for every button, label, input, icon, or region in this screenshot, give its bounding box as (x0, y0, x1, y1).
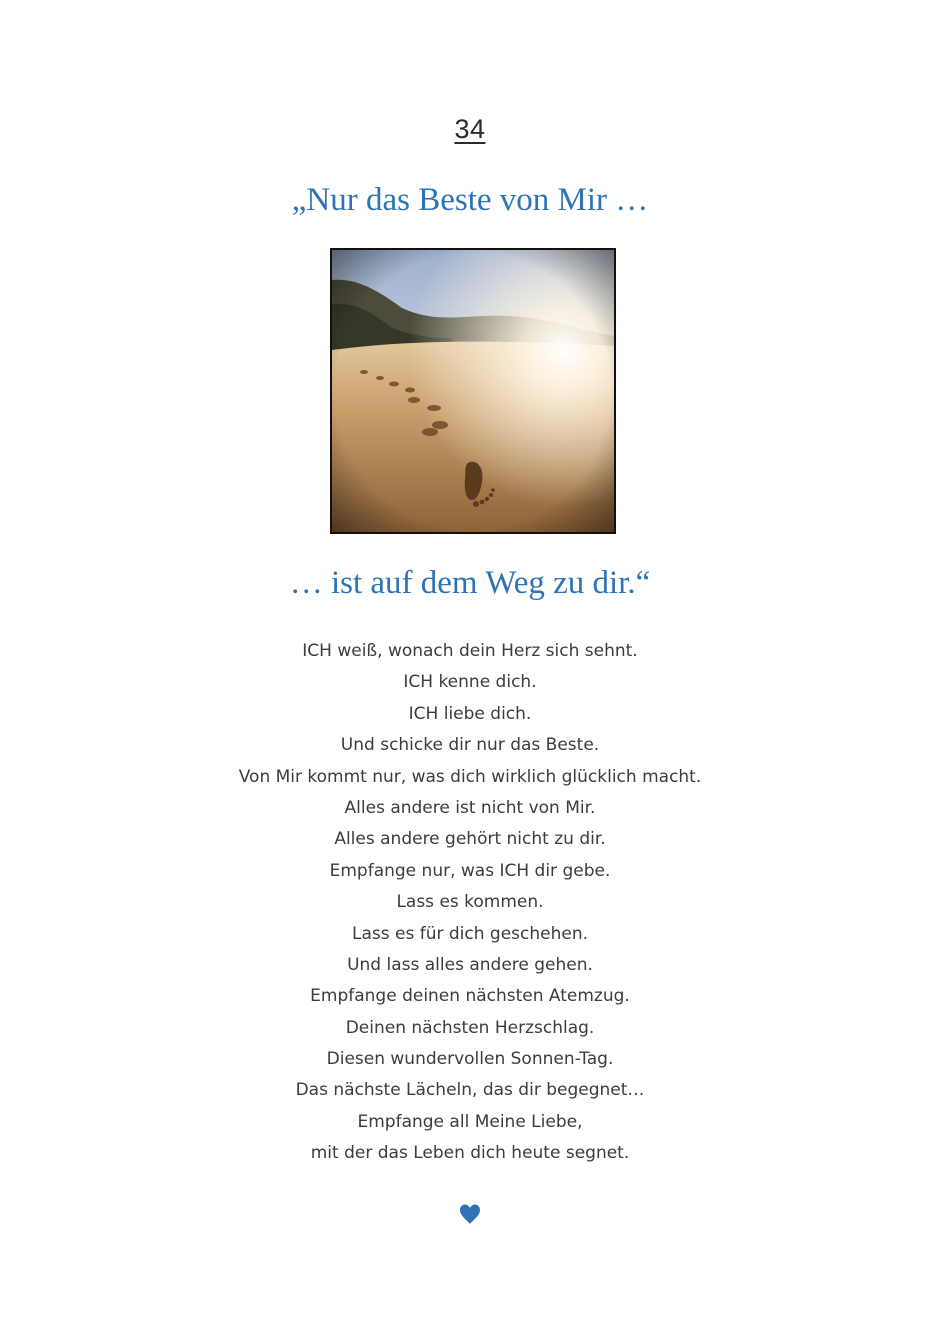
title-top: „Nur das Beste von Mir … (291, 182, 649, 218)
photo-beach-footprints-icon (332, 250, 614, 532)
poem-line: Von Mir kommt nur, was dich wirklich glücklich macht. (238, 766, 702, 787)
poem-line: Empfange deinen nächsten Atemzug. (310, 986, 630, 1007)
poem-line: ICH liebe dich. (408, 703, 532, 724)
poem-line: Empfange all Meine Liebe, (357, 1111, 583, 1132)
poem-line: Alles andere gehört nicht zu dir. (334, 829, 606, 850)
poem-line: Und lass alles andere gehen. (347, 954, 593, 975)
poem-line: Lass es für dich geschehen. (351, 923, 589, 944)
poem-line: Diesen wundervollen Sonnen-Tag. (326, 1049, 614, 1070)
poem-line: ICH kenne dich. (403, 672, 537, 693)
poem-line: mit der das Leben dich heute segnet. (310, 1143, 630, 1164)
poem-line: Deinen nächsten Herzschlag. (345, 1017, 595, 1038)
poem-line: Und schicke dir nur das Beste. (340, 735, 600, 756)
heart-icon (458, 1202, 482, 1226)
title-bottom: … ist auf dem Weg zu dir.“ (289, 565, 651, 601)
poem (0, 636, 940, 1170)
page-number: 34 (454, 114, 486, 144)
poem-line: ICH weiß, wonach dein Herz sich sehnt. (302, 641, 638, 661)
poem-line: Lass es kommen. (396, 892, 544, 913)
poem-line: Alles andere ist nicht von Mir. (344, 797, 596, 818)
poem-line: Empfange nur, was ICH dir gebe. (329, 860, 611, 881)
beach-footprints-photo (330, 248, 616, 534)
poem-line: Das nächste Lächeln, das dir begegnet… (295, 1080, 645, 1101)
